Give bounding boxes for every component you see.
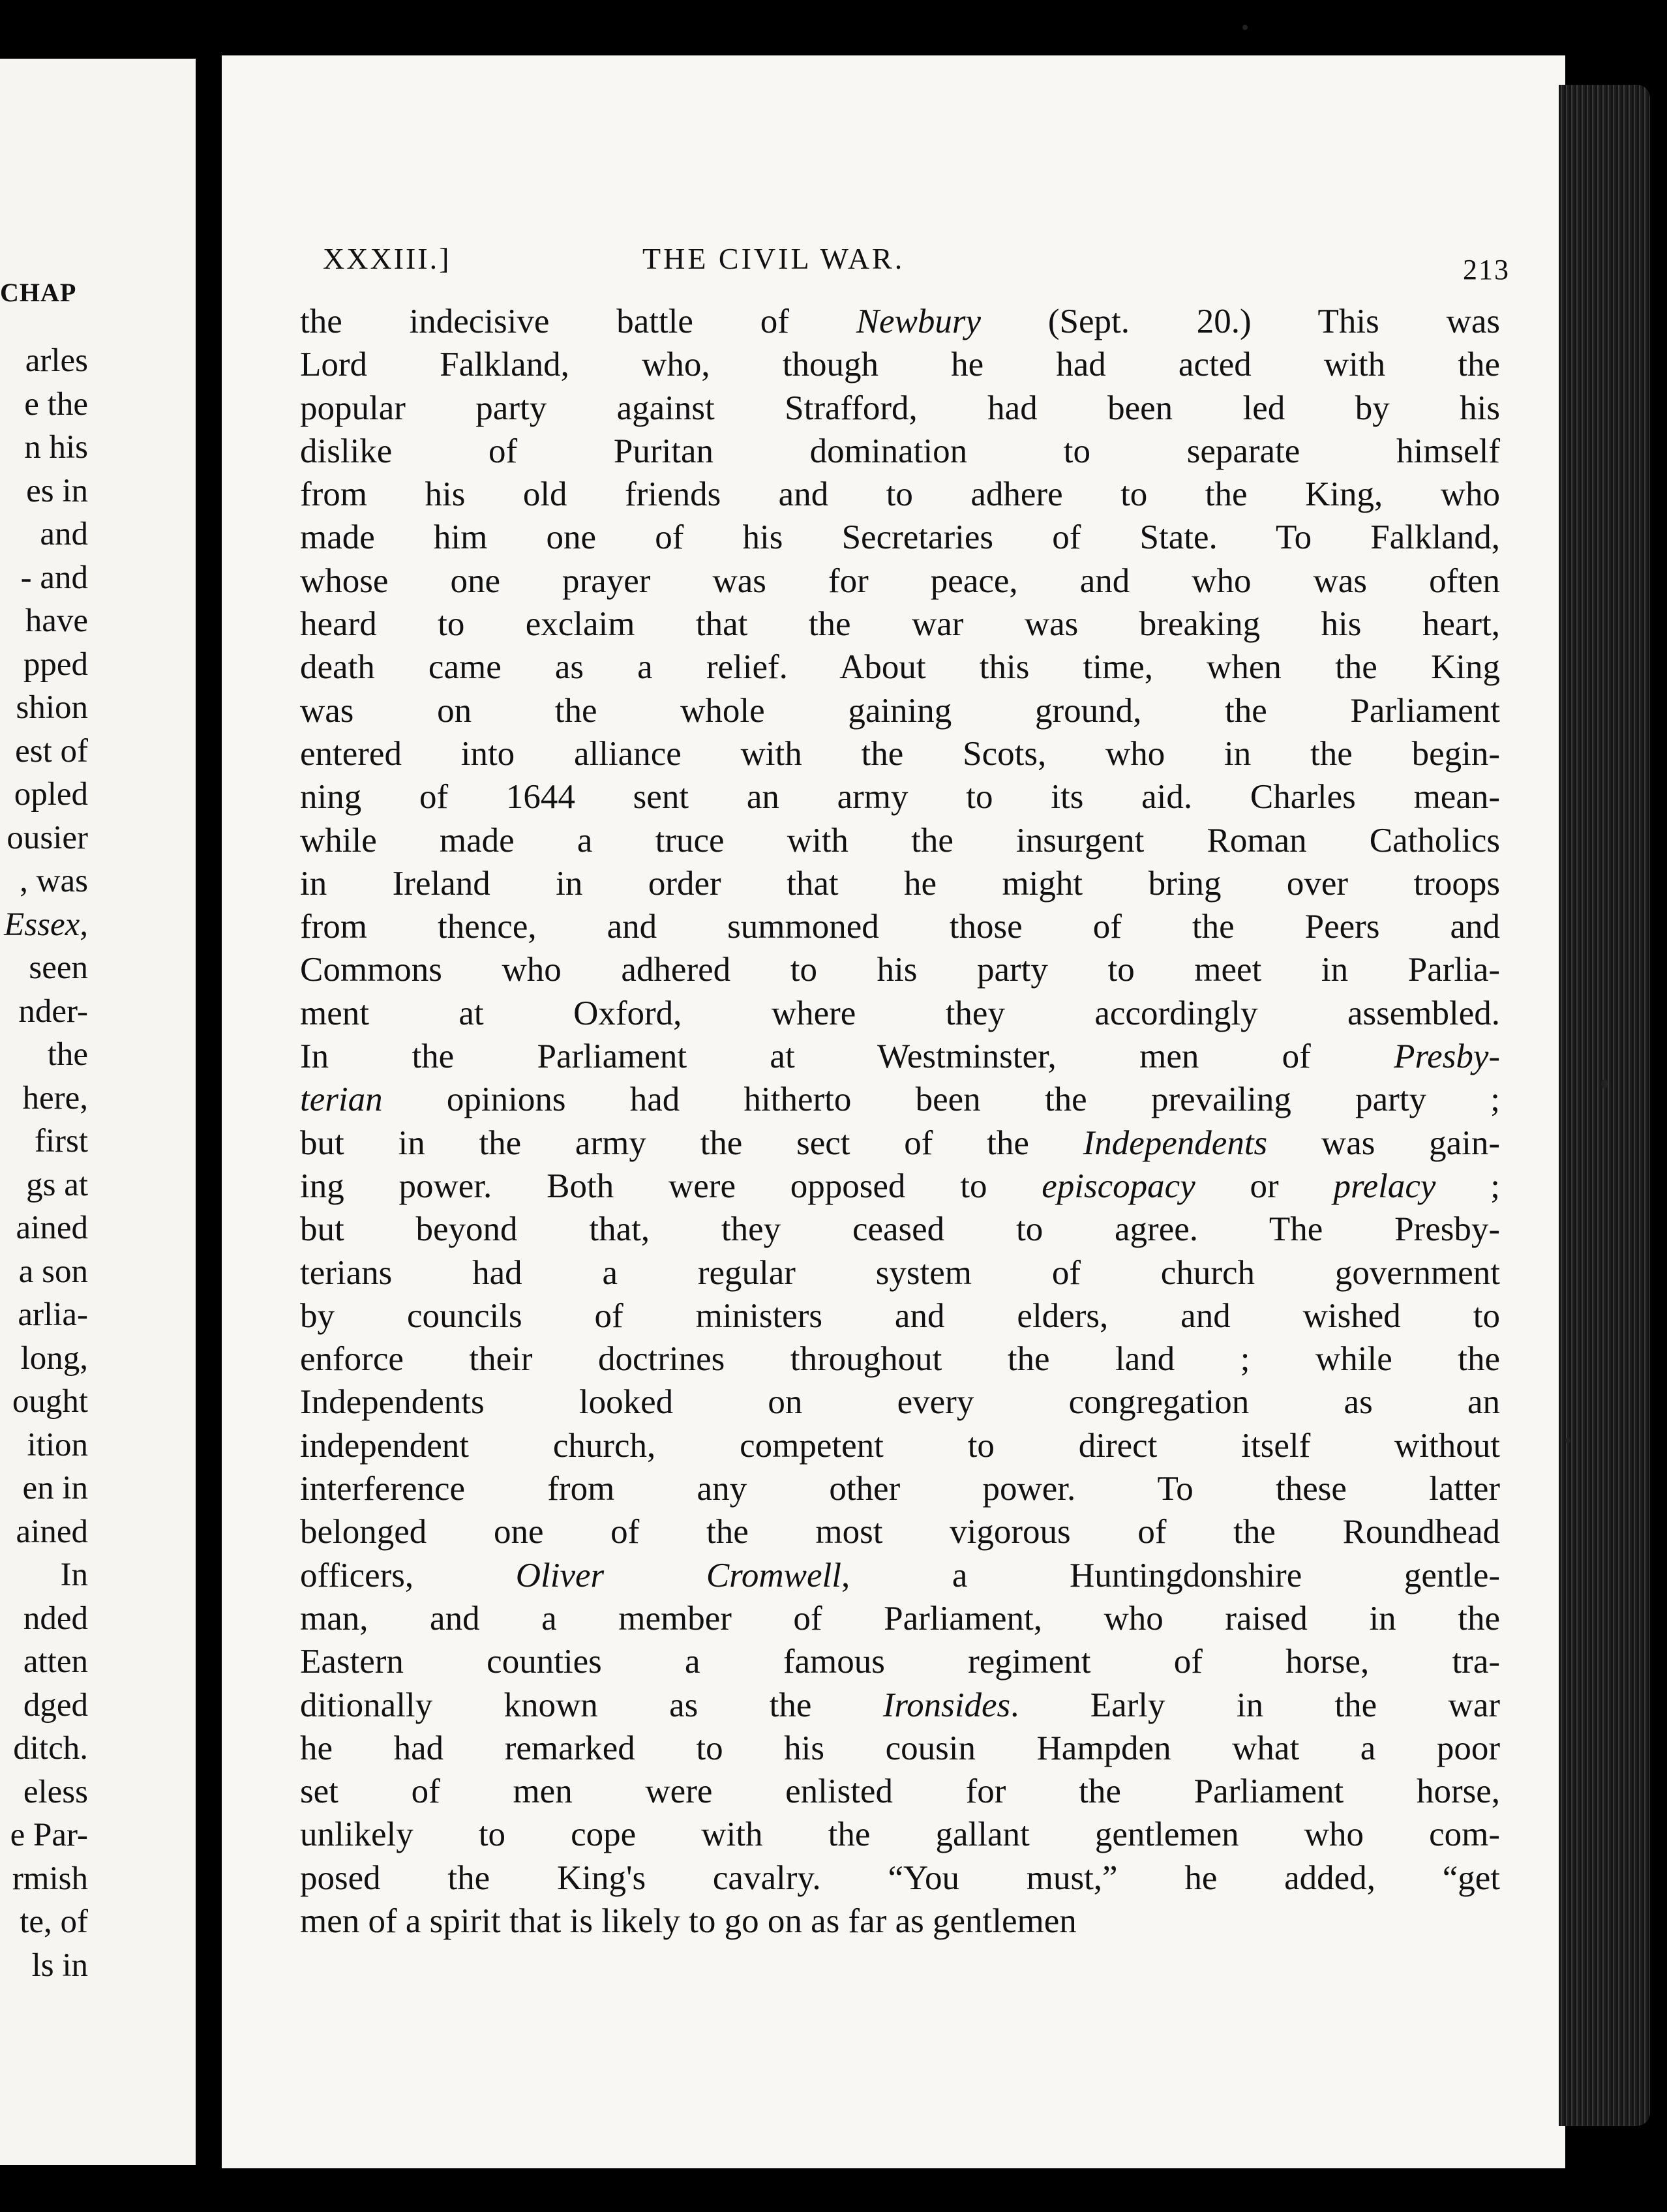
text-segment: dislike of Puritan domination to separate himself (300, 432, 1500, 470)
text-line (300, 516, 1500, 559)
facing-page-line: te, of (20, 1904, 88, 1940)
facing-page-line: ition (27, 1426, 88, 1463)
running-head (323, 241, 1510, 293)
facing-page-line: pped (23, 646, 88, 683)
text-line (300, 1467, 1500, 1510)
text-segment: Eastern counties a famous regiment of horse, tra- (300, 1643, 1500, 1681)
text-line (300, 1684, 1500, 1727)
facing-page-line: - and (20, 559, 88, 596)
text-segment: in Ireland in order that he might bring over troops (300, 864, 1500, 903)
facing-page-line: dged (23, 1686, 88, 1724)
text-segment: whose one prayer was for peace, and who was often (300, 561, 1500, 600)
facing-page-line: e the (24, 385, 88, 423)
text-line (300, 1727, 1500, 1770)
text-line (300, 1165, 1500, 1208)
text-segment: men of a spirit that is likely to go on as far as gentlemen (300, 1902, 1077, 1940)
facing-page-line: rmish (12, 1860, 88, 1897)
text-segment: interference from any other power. To these latter (300, 1470, 1500, 1508)
text-segment: death came as a relief. About this time, when the King (300, 648, 1500, 687)
text-segment: from his old friends and to adhere to the King, who (300, 475, 1500, 514)
facing-page-line: en in (22, 1470, 88, 1506)
text-line (300, 343, 1500, 386)
text-line (300, 1813, 1500, 1856)
text-segment: belonged one of the most vigorous of the Roundhead (300, 1513, 1500, 1551)
facing-page-line: ought (12, 1383, 88, 1420)
body-text (300, 300, 1500, 1943)
book-gutter (196, 0, 222, 2212)
text-segment: he had remarked to his cousin Hampden what a poor (300, 1729, 1500, 1767)
text-segment: man, and a member of Parliament, who raised in the (300, 1599, 1500, 1637)
facing-page-line: long, (20, 1339, 88, 1377)
text-segment: entered into alliance with the Scots, who in the begin- (300, 734, 1500, 773)
facing-page-line: atten (23, 1643, 88, 1680)
italic-term: Oliver Cromwell (515, 1556, 841, 1594)
page-number: 213 (1463, 254, 1510, 286)
text-segment: was on the whole gaining ground, the Parliament (300, 691, 1500, 730)
text-line (300, 948, 1500, 991)
text-line (300, 689, 1500, 732)
text-line (300, 387, 1500, 430)
text-segment: ning of 1644 sent an army to its aid. Charles mean- (300, 778, 1500, 816)
facing-page-line: gs at (26, 1166, 88, 1203)
text-segment: ing power. Both were opposed to (300, 1167, 1042, 1205)
facing-page-line: have (25, 603, 88, 639)
facing-page-line: arlia- (18, 1296, 88, 1333)
text-segment: the indecisive battle of (300, 303, 856, 340)
text-segment: (Sept. 20.) This was (981, 303, 1500, 340)
facing-page-line: and (40, 516, 88, 552)
text-segment: terians had a regular system of church government (300, 1253, 1500, 1292)
italic-term: Independents (1083, 1124, 1268, 1162)
text-segment: Lord Falkland, who, though he had acted with the (300, 346, 1500, 384)
facing-page-line: ls in (31, 1947, 88, 1984)
facing-page-line: Essex, (4, 906, 88, 943)
facing-page-line: first (34, 1123, 88, 1159)
text-line (300, 603, 1500, 646)
text-line (300, 1770, 1500, 1813)
italic-term: prelacy (1333, 1167, 1436, 1205)
facing-page-line: here, (22, 1079, 88, 1116)
text-line (300, 560, 1500, 603)
text-line (300, 905, 1500, 948)
text-line (300, 1294, 1500, 1338)
page-title: THE CIVIL WAR. (642, 242, 905, 275)
text-line (300, 732, 1500, 775)
facing-page-line: arles (25, 342, 88, 379)
facing-page-line: es in (26, 472, 88, 509)
facing-page-line: the (47, 1036, 88, 1073)
facing-page (0, 59, 196, 2165)
facing-page-line: e Par- (10, 1817, 88, 1853)
facing-page-line: In (60, 1557, 88, 1593)
text-segment: independent church, competent to direct itself without (300, 1426, 1500, 1465)
facing-page-line: est of (15, 732, 88, 770)
text-segment: from thence, and summoned those of the Peers and (300, 908, 1500, 946)
text-line (300, 1251, 1500, 1294)
italic-term: episcopacy (1042, 1167, 1195, 1205)
facing-page-line: nder- (18, 993, 88, 1030)
page-edges (1559, 85, 1650, 2126)
speck (1601, 1079, 1608, 1088)
text-line (300, 1122, 1500, 1165)
text-segment: opinions had hitherto been the prevailing party ; (382, 1081, 1500, 1119)
text-line (300, 1857, 1500, 1900)
facing-page-text (4, 339, 88, 1987)
facing-page-line: , was (20, 863, 88, 899)
facing-page-line: a son (18, 1253, 88, 1290)
text-segment: made him one of his Secretaries of State. To Falkland, (300, 518, 1500, 557)
text-line (300, 1597, 1500, 1640)
text-line (300, 775, 1500, 818)
text-segment: officers, (300, 1556, 516, 1594)
text-segment: unlikely to cope with the gallant gentlemen who com- (300, 1816, 1500, 1854)
text-line (300, 1424, 1500, 1467)
facing-page-line: n his (24, 429, 88, 466)
facing-page-line: ditch. (13, 1730, 88, 1767)
text-segment: by councils of ministers and elders, and wished to (300, 1296, 1500, 1335)
italic-term: terian (300, 1081, 383, 1119)
text-line (300, 1078, 1500, 1121)
text-segment: In the Parliament at Westminster, men of (300, 1038, 1394, 1076)
text-line (300, 1381, 1500, 1424)
text-segment: heard to exclaim that the war was breaking his heart, (300, 605, 1500, 644)
facing-page-line: ained (16, 1210, 88, 1246)
facing-page-line: ousier (7, 819, 88, 856)
facing-page-line: ained (16, 1513, 88, 1550)
speck (1242, 25, 1248, 30)
text-line (300, 300, 1500, 343)
text-line (300, 1640, 1500, 1683)
facing-page-chapter-label: CHAP (0, 278, 77, 307)
italic-term: Newbury (856, 303, 982, 340)
text-line (300, 1035, 1500, 1078)
text-segment: but in the army the sect of the (300, 1124, 1083, 1162)
text-segment: Independents looked on every congregation as an (300, 1383, 1500, 1422)
text-segment: , a Huntingdonshire gentle- (841, 1556, 1501, 1594)
text-segment: posed the King's cavalry. “You must,” he added, “get (300, 1859, 1500, 1897)
text-segment: popular party against Strafford, had been led by his (300, 389, 1500, 427)
book-page (222, 55, 1565, 2168)
text-line (300, 1510, 1500, 1553)
text-line (300, 646, 1500, 689)
text-line (300, 1900, 1500, 1943)
italic-term: Ironsides (882, 1686, 1011, 1724)
italic-term: Presby- (1394, 1038, 1500, 1076)
facing-page-line: eless (23, 1773, 88, 1810)
text-line (300, 1208, 1500, 1251)
text-line (300, 819, 1500, 862)
text-segment: ment at Oxford, where they accordingly assembled. (300, 994, 1500, 1032)
text-segment: ditionally known as the (300, 1686, 883, 1724)
facing-page-line: seen (29, 949, 88, 986)
text-segment: but beyond that, they ceased to agree. The Presby- (300, 1210, 1500, 1249)
speck (1565, 1438, 1570, 1443)
text-segment: was gain- (1267, 1124, 1500, 1162)
text-segment: enforce their doctrines throughout the land ; while the (300, 1340, 1500, 1379)
chapter-number: XXXIII.] (323, 242, 451, 275)
text-segment: while made a truce with the insurgent Roman Catholics (300, 821, 1500, 859)
text-line (300, 1554, 1500, 1597)
text-segment: . Early in the war (1010, 1686, 1500, 1724)
text-line (300, 992, 1500, 1035)
text-line (300, 1338, 1500, 1381)
text-line (300, 430, 1500, 473)
text-line (300, 862, 1500, 905)
facing-page-line: opled (14, 776, 88, 813)
text-segment: ; (1435, 1167, 1500, 1205)
text-segment: or (1195, 1167, 1334, 1205)
facing-page-line: nded (23, 1600, 88, 1637)
facing-page-line: shion (16, 689, 88, 726)
text-segment: Commons who adhered to his party to meet in Parlia- (300, 951, 1500, 989)
text-segment: set of men were enlisted for the Parliament horse, (300, 1772, 1500, 1811)
text-line (300, 473, 1500, 516)
